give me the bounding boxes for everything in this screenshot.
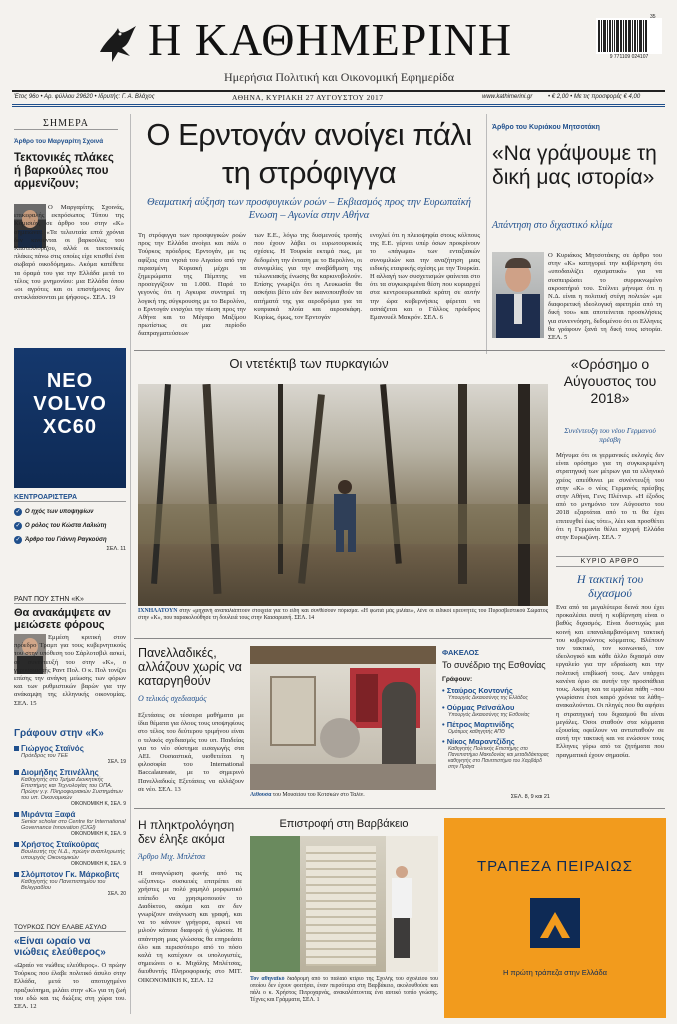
writer-title: Καθηγητής Πολιτικής Επιστήμης στο Πανεπιστήμιο Μακεδονίας και μεταδιδάκτορας καθηγητής στο Πανεπιστήμιο του Χαρβάρδ στην Πράγα <box>448 746 549 770</box>
lead-body-col-1: Τη στρόφιγγα των προσφυγικών ροών προς την Ελλάδα ανοίγει και πάλι ο Τούρκος πρόεδρος Ερντογάν, με τις αφίξεις στα νησιά του Αιγαίου από την περασμένη Κυριακή μέχρι τα ξημερώματα της Πέμπτης να προσεγγίζουν τα 1.000. Παρά το γεγονός ότι η Αγκυρα συντηρεί τη λογική της σύγκρουσης με το Βερολίνο, ο Ερντογάν ενισχύει την πίεση προς την Αθήνα και το Μέγαρο Μαξίμου πρωτίστως σε μια περίοδο διαπραγματεύσεων <box>138 232 246 338</box>
berlin-headline[interactable]: «Ορόσημο ο Αύγουστος του 2018» <box>563 356 657 406</box>
editorial-body: Ενα από τα μεγαλύτερα δεινά που έχει προκαλέσει αυτή η κυβέρνηση είναι ο βαθύς διχασμός. Είναι δυστυχώς μια κοινή και επαναλαμβανόμενη τακτική του κυβερνώντος κόμματος. Βλέπουν τον τακτικό, τον κοινωνικό, τον ιδεολογικό και κάθε άλλο διχασμό σαν εργαλείο για την εδραίωση και την πολιτική επιβίωσή τους. Δεν υπάρχει κανένα όριο σε αυτήν την προσπάθεια τους. Ακόμη και τα εμφύλια πάθη –που γνωρίσανε έτσι καιρό χρόνια τα λάθη– ανακαλούνται. Οι πληγές που θα αφήσει η στρατηγική του διχασμού θα είναι μεγάλες. Όσοι σταθούν στα κόμματα εξουσίας οφείλουν να αντισταθούν σε αυτή την τακτική και να ενώσουν τους Ελληνες γύρω από τα ζητήματα που πραγματικά έχουν σημασία. <box>556 604 664 759</box>
mitsotakis-deck: Απάντηση στο διχαστικό κλίμα <box>492 220 613 231</box>
check-icon: ✓ <box>15 537 21 543</box>
keyboard-body: Η αναγνώριση φωνής από τις «έξυπνες» συσκευές επιτρέπει σε χρήστες με πολύ χαμηλό μορφωτικό επίπεδο να χρησιμοποιούν το Διαδίκτυο, ακόμα και αν δεν γνωρίζουν ανάγνωση και γραφή, και να το κάνουν γρήγορα, αρκεί να μιλούν κάποια διαφορά ή γλώσσα. Η απάντηση μιας γλώσσας θα επηρεάσει όλο και περισσότερο από το πόσο καλά τη κατέχουν οι υπολογιστές, σημειώνει ο κ. Μιχάλης Μπλέτσας, διευθυντής Πληροφορικής στο ΜΙΤ. ΟΙΚΟΝΟΜΙΚΗ Κ, ΣΕΛ. 12 <box>138 870 242 984</box>
bullet-icon <box>14 770 19 775</box>
mitsotakis-kicker[interactable]: Άρθρο του Κυριάκου Μητσοτάκη <box>492 124 600 131</box>
asylum-body: «Ωραίο να νιώθεις ελεύθερος». Ο πρώην Τούρκος που έλαβε πολιτικό άσυλο στην Ελλάδα, μετά το αποτυχημένο πραξικόπημα, μιλάει στην «Κ» για τη ζωή του εδώ και τις διώξεις στη χώρα του. ΣΕΛ. 12 <box>14 962 126 1011</box>
caption-lead: Αίθουσα <box>250 792 272 798</box>
rand-label: ΡΑΝΤ ΠΟΥ ΣΤΗΝ «Κ» <box>14 596 126 604</box>
exams-deck: Ο τελικός σχεδιασμός <box>138 694 207 703</box>
opinion-kicker[interactable]: Άρθρο του Μαργαρίτη Σχοινά <box>14 138 104 145</box>
berlin-deck: Συνέντευξη του νέου Γερμανού πρέσβη <box>564 426 656 444</box>
list-item[interactable] <box>442 703 552 718</box>
varvakeio-headline[interactable]: Επιστροφή στη Βαρβάκειο <box>279 818 409 830</box>
rand-body: Εμμέση κριτική στον πρόεδρο Τραμπ για τους κυβερνητικούς του στην υπόθεση του Σάρλοτσβιλ ασκεί, σε συνέντευξή του στην «Κ», ο γερουσιαστής Ραντ Πολ. Ο κ. Πολ τονίζει επίσης την ανάγκη μείωσης των φόρων και των ρυθμιστικών βαρών για την ανάκαμψη της ελληνικής οικονομίας. ΣΕΛ. 15 <box>14 634 126 707</box>
list-item[interactable] <box>14 840 126 867</box>
lead-body-col-3: ενοχλεί ότι η πλειοψηφία στους κόλπους της Ε.Ε. γέρνει υπέρ όσων προκρίνουν το «πάγωμα» των ενταξιακών συνομιλιών και την αναζήτηση μιας ειδικής εταιρικής σχέσης με την Τουρκία. Η αλλαγή των συσχετισμών φαίνεται στο ότι τα συγκεκριμένα θέση που κυριαρχεί στα κεντροευρωπαϊκά κράτη σε αυτήν την ώρα κυβερνήσεις φέρεται να ασπάζεται και ο Γάλλος πρόεδρος Εμανουέλ Μακρόν. ΣΕΛ. 6 <box>370 232 480 322</box>
writer-name: Γιώργος Σταϊνός <box>21 744 84 753</box>
asylum-label: ΤΟΥΡΚΟΣ ΠΟΥ ΕΛΑΒΕ ΑΣΥΛΟ <box>14 924 126 932</box>
bullet-icon <box>14 842 19 847</box>
writer-title: Καθηγητής του Πανεπιστημίου του Βελιγραδίου <box>21 879 106 891</box>
check-icon: ✓ <box>15 509 21 515</box>
list-item[interactable] <box>14 522 126 530</box>
volvo-ad-line-2: VOLVO <box>33 393 107 415</box>
check-icon: ✓ <box>15 523 21 529</box>
list-item[interactable] <box>14 536 126 544</box>
writer-name: Διομήδης Σπινέλλης <box>21 768 99 777</box>
writer-page: ΣΕΛ. 20 <box>107 891 126 897</box>
lead-headline[interactable]: Ο Ερντογάν ανοίγει πάλι τη στρόφιγγα <box>146 117 472 190</box>
writer-title: Βουλευτής της Ν.Δ., πρώην αναπληρωτής υπουργός Οικονομικών <box>21 849 126 861</box>
dossier-writers-label: Γράφουν: <box>442 676 473 683</box>
list-item-label: Ο ρόλος του Κώστα Λαλιώτη <box>25 523 107 529</box>
caption-text: του Μουσείου του Κοτσκών στο Ταλίν. <box>272 792 365 798</box>
writers-list <box>14 744 126 897</box>
writers-heading: Γράφουν στην «Κ» <box>14 728 104 739</box>
writer-title: Ομότιμος καθηγητής ΑΠΘ <box>448 729 505 735</box>
varvakeio-caption <box>250 976 438 1016</box>
writer-title: Senior scholar στο Centre for International Governance Innovation (CIGI) <box>21 819 126 831</box>
list-item[interactable] <box>14 744 126 765</box>
writer-name: Μιράντα Ξαφά <box>21 810 76 819</box>
list-item[interactable] <box>442 720 552 735</box>
page-ref: ΣΕΛ. 8, 9 και 21 <box>510 794 550 800</box>
bullet-icon <box>14 812 19 817</box>
writer-name: • Ούρμας Ρεϊνσάλου <box>442 703 515 712</box>
dateline: ΑΘΗΝΑ, ΚΥΡΙΑΚΗ 27 ΑΥΓΟΥΣΤΟΥ 2017 <box>232 93 384 102</box>
bullet-icon <box>14 746 19 751</box>
list-item[interactable] <box>14 508 126 516</box>
list-item[interactable] <box>14 810 126 837</box>
editorial-headline[interactable]: Η τακτική του διχασμού <box>576 572 644 600</box>
writer-title: Καθηγητής στο Τμήμα Διοικητικής Επιστήμης και Τεχνολογίας του ΟΠΑ. Πρώην γ.γ. Πληροφοριακών Συστημάτων του υπ. Οικονομικών <box>21 777 123 801</box>
caption-lead: ΙΧΝΗΛΑΤΟΥΝ <box>138 608 178 614</box>
centre-list <box>14 508 126 552</box>
opinion-headline[interactable]: Τεκτονικές πλάκες ή βαρκούλες που αρμενίζουν; <box>14 152 114 190</box>
piraeus-bank-ad[interactable] <box>444 818 666 1018</box>
keyboard-headline[interactable]: Η πληκτρολόγηση δεν έληξε ακόμα <box>138 818 235 846</box>
today-label: ΣΗΜΕΡΑ <box>14 118 118 130</box>
bank-name: ΤΡΑΠΕΖΑ ΠΕΙΡΑΙΩΣ <box>477 858 633 875</box>
writer-name: Χρήστος Σταϊκούρας <box>21 840 100 849</box>
list-item[interactable] <box>14 768 126 807</box>
school-stairs-photo <box>250 836 438 972</box>
writer-title: Υπουργός Δικαιοσύνης της Εσθονίας <box>448 712 530 718</box>
photo-title: Οι ντετέκτιβ των πυρκαγιών <box>229 356 389 371</box>
piraeus-logo-icon <box>530 898 580 948</box>
mitsotakis-body: Ο Κυριάκος Μητσοτάκης σε άρθρο του στην «Κ» κατηγορεί την κυβέρνηση ότι «υποδαυλίζει σχισματικά» για να συσπειρώσει το συρρικνωμένο ακροατήριό του. Στέλνει μήνυμα ότι η Ν.Δ. είναι η πολιτική στέγη πολιτών «με διαφορετική ιδεολογική αφετηρία από τη δική του» και αποτείνεται προσκλήσεις για συνεννόηση, δεδομένου ότι οι Ελληνες θα γράφουν ξανά τη δική τους ιστορία. ΣΕΛ. 5 <box>548 252 662 342</box>
barcode-number: 9 771109 024107 <box>609 54 649 60</box>
volvo-ad-line-3: XC60 <box>42 416 98 438</box>
writer-page: ΟΙΚΟΝΟΜΙΚΗ Κ, ΣΕΛ. 9 <box>70 831 126 837</box>
newspaper-subtitle: Ημερήσια Πολιτική και Οικονομική Εφημερίδα <box>223 70 455 84</box>
forest-fire-photo <box>138 384 548 606</box>
dossier-headline[interactable]: Το συνέδριο της Εσθονίας <box>442 660 546 670</box>
newspaper-title: Η ΚΑΘΗΜΕΡΙΝΗ <box>148 14 513 65</box>
barcode <box>596 18 662 62</box>
list-item[interactable] <box>442 686 552 701</box>
issue-info: Έτος 96ο • Αρ. φύλλου 29620 • Ιδρυτής: Γ. Α. Βλάχος <box>14 94 155 100</box>
page-ref: ΣΕΛ. 11 <box>106 546 126 552</box>
writer-title: Πρόεδρος του ΤΕΕ <box>21 753 69 759</box>
keyboard-deck: Άρθρο Μιχ. Μπλέτσα <box>138 852 206 861</box>
exams-headline[interactable]: Πανελλαδικές, αλλάζουν χωρίς να καταργηθούν <box>138 646 242 688</box>
photo-caption <box>138 608 548 628</box>
writer-name: • Νίκος Μαραντζίδης <box>442 737 515 746</box>
dossier-writers <box>442 686 552 770</box>
price: • € 2,00 • Με τις προσφορές € 4,00 <box>548 94 641 100</box>
barcode-issue: 35 <box>650 14 656 20</box>
phoenix-emblem-icon <box>96 22 140 66</box>
bullet-icon <box>14 872 19 877</box>
exams-body: Εξετάσεις σε τέσσερα μαθήματα με ίδια θέματα για όλους τους υποψηφίους στο τέλος του δεύτερου τριμήνου είναι ο τελικός σχεδιασμός του υπ. Παιδείας για το νέο σύστημα εισαγωγής στα ΑΕΙ. Ουσιαστικά, υιοθετείται η φιλοσοφία του International Baccalaureate, με το σημερινό Πανελλαδικές Εξετάσεις να αλλάζουν σε νέο. ΣΕΛ. 13 <box>138 712 244 793</box>
volvo-ad[interactable] <box>14 348 126 488</box>
caption-lead: Τον αθηναϊκό <box>250 976 285 982</box>
museum-caption <box>250 792 436 802</box>
list-item-label: Άρθρο του Γιάννη Ραγκούση <box>25 537 107 543</box>
mitsotakis-headline[interactable]: «Να γράψουμε τη δική μας ιστορία» <box>492 142 657 189</box>
website: www.kathimerini.gr <box>482 94 533 100</box>
list-item[interactable] <box>442 737 552 770</box>
rand-headline[interactable]: Θα ανακάμψετε αν μειώσετε φόρους <box>14 607 111 631</box>
writer-name: • Σταύρος Κοντονής <box>442 686 513 695</box>
bank-slogan: Η πρώτη τράπεζα στην Ελλάδα <box>502 968 608 977</box>
centre-left-label: ΚΕΝΤΡΟΑΡΙΣΤΕΡΑ <box>14 494 126 502</box>
writer-page: ΣΕΛ. 19 <box>107 759 126 765</box>
caption-text: διαδρομή από το παλαιό κτίριο της Σχολής του σχολείου του οποίου δεν έχουν φοιτήσει, έναν περσότερα στη Βαρβάκειο, ακολουθούσε και πάλι ο κ. Χρήστος Πιτροχαρνάς, ανακαλύπτοντας ένα αυτικό τοπίο γνώσης. Τέχνες και Γράμματα, ΣΕΛ. 1 <box>250 976 438 1003</box>
writer-title: Υπουργός Δικαιοσύνης της Ελλάδος <box>448 695 528 701</box>
berlin-body: Μήνυμα ότι οι γερμανικές εκλογές δεν είναι ορόσημο για τη συγκεκριμένη στρατηγική των μέτρων για τα ελληνικό χρέος απεύθυνει με συνέντευξή του στην «Κ» ο νέος Γερμανός πρέσβης στην Αθήνα, Γενς Πλέτνερ. «Η έξοδος από το μνημόνιο τον Αύγουστο του 2018 εξαρτάται από το τι θα έχει επιτευχθεί έως τότε», λέει και προσθέτει ότι η Γερμανία θέλει ισχυρή Ελλάδα στην Ευρωζώνη. ΣΕΛ. 7 <box>556 452 664 542</box>
writer-page: ΟΙΚΟΝΟΜΙΚΗ Κ, ΣΕΛ. 9 <box>70 801 126 807</box>
caption-text: στην «μηχανή αναπαλιάπτουν στοιχεία για το είδη και συνθέσουν πόρισμα. «Η φωτιά μάς μιλάει», λένε οι ειδικοί ερευνητές του Πυροσβεστικού Σώματος στην «Κ», που παρακολούθησε τη δουλειά τους στην Καισαριανή. ΣΕΛ. 14 <box>138 608 548 621</box>
list-item-label: Ο ηχός των υποψηφίων <box>25 509 94 515</box>
list-item[interactable] <box>14 870 126 897</box>
dossier-label: ΦΑΚΕΛΟΣ <box>442 648 479 657</box>
asylum-headline[interactable]: «Είναι ωραίο να νιώθεις ελεύθερος» <box>14 936 106 958</box>
writer-name: • Πέτρος Μαρτινίδης <box>442 720 515 729</box>
editorial-label: ΚΥΡΙΟ ΑΡΘΡΟ <box>556 556 664 567</box>
volvo-ad-line-1: ΝΕΟ <box>46 370 94 392</box>
mitsotakis-portrait <box>492 252 544 338</box>
writer-page: ΟΙΚΟΝΟΜΙΚΗ Κ, ΣΕΛ. 9 <box>70 861 126 867</box>
lead-deck: Θεαματική αύξηση των προσφυγικών ροών – Εκβιασμός προς την Ευρωπαϊκή Ενωση – Αγωνία στην Αθήνα <box>147 197 471 221</box>
museum-photo <box>250 646 436 790</box>
writer-name: Σλόμποτον Γκ. Μάρκοβιτς <box>21 870 120 879</box>
lead-body-col-2: των Ε.Ε., λόγω της δυσμενούς τροπής που έχουν λάβει οι ευρωτουρκικές σχέσεις. Η Τουρκία εκτιμά πως, με δεδομένη την ένταση με το Βερολίνο, οι συνομιλίες για την αναβάθμιση της τελωνειακής ένωσης θα καρκινοβολούν. Επίσης γνωρίζει ότι η Λευκωσία θα ασκήσει βέτο εάν δεν ικανοποιηθούν τα αιτήματά της για αεροδρόμια για τα κυπριακά πλοία και αεροσκάφη. Κυρίως, όμως, τον Ερντογάν <box>254 232 362 322</box>
opinion-body: Ο Μαργαρίτης Σχοινάς, επικεφαλής εκπρόσωπος Τύπου της Κομισιόν, σε άρθρο του στην «Κ» σημειώνει: «Τα τελευταία επτά χρόνια δεν κινούνται οι βαρκούλες του Καστελλόριζου, αλλά οι τεκτονικές πλάκες πάνω στις οποίες είχε κτισθεί ένα σωβαρό οικοδόμημα». Ακόμα κατέθετε τα όραμά του για την Ελλάδα μετά το τέλος του μνημονίου: μια Ελλάδα όπου «οι αγρότες και οι επιστήμονες δεν αντικλάσσονται με ψήφους». ΣΕΛ. 19 <box>14 204 124 302</box>
